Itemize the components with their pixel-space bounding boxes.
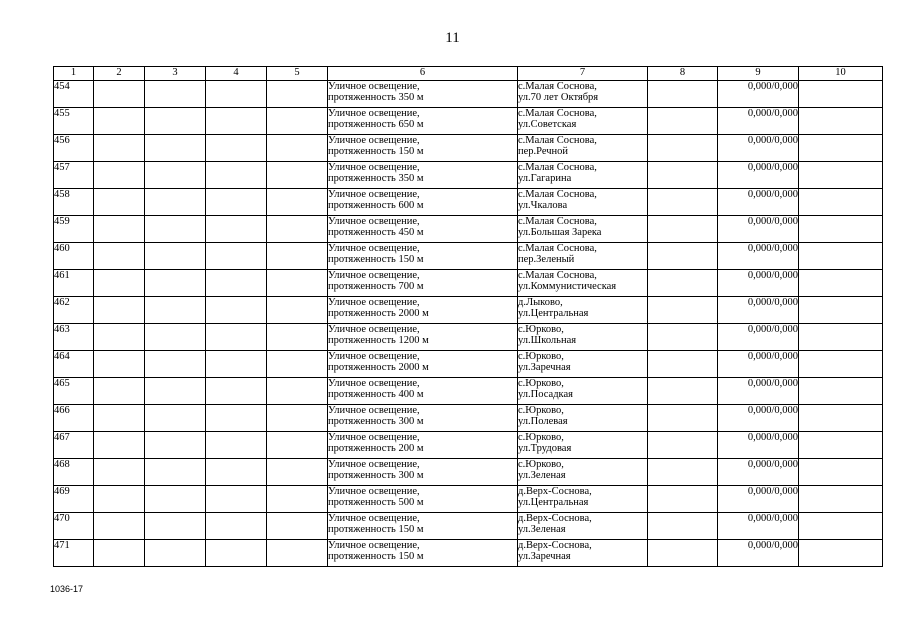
empty-cell xyxy=(145,513,206,540)
object-name-line: Уличное освещение, xyxy=(328,81,420,92)
empty-cell xyxy=(145,324,206,351)
table-row xyxy=(54,270,883,297)
empty-cell xyxy=(94,297,145,324)
object-name-line: протяженность 2000 м xyxy=(328,308,429,319)
value-cell: 0,000/0,000 xyxy=(718,324,799,351)
empty-cell xyxy=(94,405,145,432)
empty-cell xyxy=(799,324,883,351)
empty-cell xyxy=(648,459,718,486)
empty-cell xyxy=(94,324,145,351)
empty-cell xyxy=(94,81,145,108)
empty-cell xyxy=(206,108,267,135)
object-name-line: протяженность 150 м xyxy=(328,551,424,562)
empty-cell xyxy=(206,81,267,108)
table-row xyxy=(54,378,883,405)
address-line: д.Лыково, xyxy=(518,297,563,308)
object-name-line: Уличное освещение, xyxy=(328,513,420,524)
object-name-line: Уличное освещение, xyxy=(328,378,420,389)
object-name-cell xyxy=(328,378,518,405)
address-line: с.Юрково, xyxy=(518,324,564,335)
empty-cell xyxy=(799,135,883,162)
empty-cell xyxy=(799,216,883,243)
row-number: 460 xyxy=(54,243,94,270)
object-name-line: Уличное освещение, xyxy=(328,324,420,335)
empty-cell xyxy=(648,540,718,567)
object-name-line: протяженность 350 м xyxy=(328,92,424,103)
object-name-line: протяженность 200 м xyxy=(328,443,424,454)
empty-cell xyxy=(145,189,206,216)
address-cell xyxy=(518,324,648,351)
empty-cell xyxy=(206,270,267,297)
column-header: 9 xyxy=(718,67,799,81)
object-name-line: протяженность 500 м xyxy=(328,497,424,508)
object-name-line: Уличное освещение, xyxy=(328,108,420,119)
empty-cell xyxy=(799,189,883,216)
empty-cell xyxy=(648,324,718,351)
empty-cell xyxy=(799,351,883,378)
empty-cell xyxy=(267,432,328,459)
empty-cell xyxy=(267,459,328,486)
row-number: 461 xyxy=(54,270,94,297)
object-name-line: Уличное освещение, xyxy=(328,486,420,497)
empty-cell xyxy=(145,297,206,324)
empty-cell xyxy=(648,189,718,216)
empty-cell xyxy=(267,486,328,513)
empty-cell xyxy=(267,297,328,324)
empty-cell xyxy=(206,324,267,351)
row-number: 456 xyxy=(54,135,94,162)
table-row xyxy=(54,486,883,513)
empty-cell xyxy=(145,135,206,162)
empty-cell xyxy=(267,162,328,189)
address-cell xyxy=(518,189,648,216)
address-cell xyxy=(518,486,648,513)
column-header: 3 xyxy=(145,67,206,81)
empty-cell xyxy=(206,378,267,405)
empty-cell xyxy=(94,216,145,243)
value-cell: 0,000/0,000 xyxy=(718,108,799,135)
row-number: 466 xyxy=(54,405,94,432)
empty-cell xyxy=(206,162,267,189)
empty-cell xyxy=(799,270,883,297)
row-number: 471 xyxy=(54,540,94,567)
row-number: 464 xyxy=(54,351,94,378)
empty-cell xyxy=(799,486,883,513)
object-name-cell xyxy=(328,162,518,189)
empty-cell xyxy=(267,324,328,351)
table-row xyxy=(54,297,883,324)
object-name-cell xyxy=(328,108,518,135)
empty-cell xyxy=(94,270,145,297)
empty-cell xyxy=(648,297,718,324)
empty-cell xyxy=(267,135,328,162)
table-row xyxy=(54,135,883,162)
table-row xyxy=(54,540,883,567)
object-name-line: Уличное освещение, xyxy=(328,243,420,254)
value-cell: 0,000/0,000 xyxy=(718,378,799,405)
empty-cell xyxy=(145,486,206,513)
empty-cell xyxy=(145,351,206,378)
object-name-line: протяженность 1200 м xyxy=(328,335,429,346)
address-line: с.Малая Соснова, xyxy=(518,81,597,92)
empty-cell xyxy=(799,108,883,135)
object-name-cell xyxy=(328,324,518,351)
object-name-cell xyxy=(328,216,518,243)
table-row xyxy=(54,162,883,189)
object-name-line: Уличное освещение, xyxy=(328,162,420,173)
row-number: 463 xyxy=(54,324,94,351)
empty-cell xyxy=(94,432,145,459)
object-name-cell xyxy=(328,270,518,297)
value-cell: 0,000/0,000 xyxy=(718,486,799,513)
address-line: пер.Зеленый xyxy=(518,254,575,265)
table-row xyxy=(54,324,883,351)
empty-cell xyxy=(145,432,206,459)
page-number: 11 xyxy=(445,30,460,46)
empty-cell xyxy=(145,459,206,486)
empty-cell xyxy=(145,378,206,405)
object-name-cell xyxy=(328,513,518,540)
empty-cell xyxy=(145,540,206,567)
address-cell xyxy=(518,432,648,459)
row-number: 462 xyxy=(54,297,94,324)
address-line: ул.Центральная xyxy=(518,497,589,508)
object-name-cell xyxy=(328,81,518,108)
column-header: 1 xyxy=(54,67,94,81)
address-line: с.Малая Соснова, xyxy=(518,189,597,200)
object-name-line: протяженность 2000 м xyxy=(328,362,429,373)
empty-cell xyxy=(799,81,883,108)
address-line: ул.Трудовая xyxy=(518,443,572,454)
empty-cell xyxy=(267,216,328,243)
address-line: д.Верх-Соснова, xyxy=(518,513,592,524)
address-line: с.Юрково, xyxy=(518,405,564,416)
empty-cell xyxy=(267,405,328,432)
empty-cell xyxy=(799,297,883,324)
column-header: 4 xyxy=(206,67,267,81)
object-name-cell xyxy=(328,540,518,567)
object-name-cell xyxy=(328,405,518,432)
empty-cell xyxy=(799,459,883,486)
object-name-cell xyxy=(328,297,518,324)
empty-cell xyxy=(145,162,206,189)
object-name-line: Уличное освещение, xyxy=(328,405,420,416)
empty-cell xyxy=(206,216,267,243)
object-name-line: Уличное освещение, xyxy=(328,189,420,200)
object-name-cell xyxy=(328,486,518,513)
table-row xyxy=(54,189,883,216)
address-line: ул.Советская xyxy=(518,119,577,130)
empty-cell xyxy=(648,216,718,243)
object-name-line: протяженность 650 м xyxy=(328,119,424,130)
empty-cell xyxy=(145,270,206,297)
address-cell xyxy=(518,108,648,135)
empty-cell xyxy=(206,459,267,486)
value-cell: 0,000/0,000 xyxy=(718,432,799,459)
empty-cell xyxy=(648,135,718,162)
row-number: 470 xyxy=(54,513,94,540)
empty-cell xyxy=(145,405,206,432)
row-number: 465 xyxy=(54,378,94,405)
empty-cell xyxy=(648,351,718,378)
empty-cell xyxy=(267,540,328,567)
empty-cell xyxy=(94,513,145,540)
table-row xyxy=(54,459,883,486)
address-line: с.Малая Соснова, xyxy=(518,162,597,173)
address-line: д.Верх-Соснова, xyxy=(518,486,592,497)
table-row xyxy=(54,351,883,378)
address-line: с.Юрково, xyxy=(518,459,564,470)
empty-cell xyxy=(648,162,718,189)
empty-cell xyxy=(267,189,328,216)
object-name-line: Уличное освещение, xyxy=(328,135,420,146)
address-line: ул.Гагарина xyxy=(518,173,572,184)
object-name-cell xyxy=(328,351,518,378)
object-name-line: Уличное освещение, xyxy=(328,351,420,362)
table-row xyxy=(54,243,883,270)
address-cell xyxy=(518,162,648,189)
address-line: ул.Школьная xyxy=(518,335,577,346)
object-name-cell xyxy=(328,432,518,459)
address-cell xyxy=(518,243,648,270)
address-line: ул.Зеленая xyxy=(518,524,566,535)
object-name-line: протяженность 450 м xyxy=(328,227,424,238)
address-cell xyxy=(518,216,648,243)
object-name-line: протяженность 150 м xyxy=(328,524,424,535)
object-name-line: протяженность 150 м xyxy=(328,254,424,265)
object-name-line: протяженность 700 м xyxy=(328,281,424,292)
empty-cell xyxy=(94,243,145,270)
address-line: с.Юрково, xyxy=(518,432,564,443)
empty-cell xyxy=(145,108,206,135)
address-line: с.Юрково, xyxy=(518,351,564,362)
column-header: 6 xyxy=(328,67,518,81)
table-header-row xyxy=(54,67,883,81)
empty-cell xyxy=(648,243,718,270)
row-number: 459 xyxy=(54,216,94,243)
empty-cell xyxy=(799,513,883,540)
value-cell: 0,000/0,000 xyxy=(718,216,799,243)
empty-cell xyxy=(94,135,145,162)
registry-table xyxy=(53,66,883,567)
row-number: 454 xyxy=(54,81,94,108)
address-cell xyxy=(518,378,648,405)
address-cell xyxy=(518,270,648,297)
empty-cell xyxy=(94,378,145,405)
value-cell: 0,000/0,000 xyxy=(718,459,799,486)
empty-cell xyxy=(206,540,267,567)
value-cell: 0,000/0,000 xyxy=(718,540,799,567)
address-line: ул.Зеленая xyxy=(518,470,566,481)
object-name-line: протяженность 300 м xyxy=(328,470,424,481)
row-number: 455 xyxy=(54,108,94,135)
value-cell: 0,000/0,000 xyxy=(718,513,799,540)
address-line: ул.Центральная xyxy=(518,308,589,319)
empty-cell xyxy=(145,243,206,270)
value-cell: 0,000/0,000 xyxy=(718,81,799,108)
empty-cell xyxy=(94,189,145,216)
object-name-line: Уличное освещение, xyxy=(328,270,420,281)
empty-cell xyxy=(648,108,718,135)
value-cell: 0,000/0,000 xyxy=(718,297,799,324)
table-row xyxy=(54,405,883,432)
empty-cell xyxy=(267,81,328,108)
address-line: ул.Посадкая xyxy=(518,389,573,400)
empty-cell xyxy=(648,432,718,459)
column-header: 8 xyxy=(648,67,718,81)
empty-cell xyxy=(206,297,267,324)
value-cell: 0,000/0,000 xyxy=(718,189,799,216)
object-name-line: Уличное освещение, xyxy=(328,216,420,227)
empty-cell xyxy=(94,162,145,189)
empty-cell xyxy=(648,81,718,108)
empty-cell xyxy=(206,189,267,216)
address-line: д.Верх-Соснова, xyxy=(518,540,592,551)
address-cell xyxy=(518,297,648,324)
empty-cell xyxy=(648,486,718,513)
object-name-line: протяженность 600 м xyxy=(328,200,424,211)
value-cell: 0,000/0,000 xyxy=(718,270,799,297)
object-name-cell xyxy=(328,459,518,486)
column-header: 5 xyxy=(267,67,328,81)
object-name-cell xyxy=(328,243,518,270)
address-line: с.Малая Соснова, xyxy=(518,108,597,119)
empty-cell xyxy=(206,432,267,459)
empty-cell xyxy=(267,513,328,540)
empty-cell xyxy=(799,540,883,567)
address-line: с.Малая Соснова, xyxy=(518,243,597,254)
address-line: с.Малая Соснова, xyxy=(518,270,597,281)
empty-cell xyxy=(206,513,267,540)
table-row xyxy=(54,216,883,243)
address-line: ул.Чкалова xyxy=(518,200,568,211)
address-line: ул.Заречная xyxy=(518,362,571,373)
empty-cell xyxy=(206,351,267,378)
empty-cell xyxy=(94,459,145,486)
column-header: 10 xyxy=(799,67,883,81)
empty-cell xyxy=(648,513,718,540)
empty-cell xyxy=(94,486,145,513)
object-name-cell xyxy=(328,189,518,216)
empty-cell xyxy=(267,351,328,378)
object-name-line: протяженность 300 м xyxy=(328,416,424,427)
empty-cell xyxy=(799,432,883,459)
row-number: 469 xyxy=(54,486,94,513)
address-line: пер.Речной xyxy=(518,146,569,157)
value-cell: 0,000/0,000 xyxy=(718,405,799,432)
address-cell xyxy=(518,513,648,540)
object-name-line: Уличное освещение, xyxy=(328,540,420,551)
empty-cell xyxy=(648,378,718,405)
empty-cell xyxy=(799,243,883,270)
empty-cell xyxy=(206,243,267,270)
empty-cell xyxy=(799,162,883,189)
table-row xyxy=(54,432,883,459)
empty-cell xyxy=(94,540,145,567)
address-line: ул.Большая Зарека xyxy=(518,227,602,238)
empty-cell xyxy=(145,81,206,108)
empty-cell xyxy=(648,405,718,432)
address-line: с.Малая Соснова, xyxy=(518,135,597,146)
address-line: ул.Коммунистическая xyxy=(518,281,617,292)
address-line: с.Юрково, xyxy=(518,378,564,389)
empty-cell xyxy=(799,378,883,405)
value-cell: 0,000/0,000 xyxy=(718,162,799,189)
row-number: 467 xyxy=(54,432,94,459)
empty-cell xyxy=(267,243,328,270)
value-cell: 0,000/0,000 xyxy=(718,243,799,270)
column-header: 7 xyxy=(518,67,648,81)
empty-cell xyxy=(145,216,206,243)
value-cell: 0,000/0,000 xyxy=(718,351,799,378)
empty-cell xyxy=(206,135,267,162)
address-line: ул.70 лет Октября xyxy=(518,92,599,103)
table-row xyxy=(54,513,883,540)
address-cell xyxy=(518,81,648,108)
object-name-line: Уличное освещение, xyxy=(328,459,420,470)
address-line: ул.Заречная xyxy=(518,551,571,562)
object-name-line: протяженность 400 м xyxy=(328,389,424,400)
empty-cell xyxy=(799,405,883,432)
address-cell xyxy=(518,405,648,432)
address-cell xyxy=(518,540,648,567)
address-line: с.Малая Соснова, xyxy=(518,216,597,227)
empty-cell xyxy=(267,378,328,405)
empty-cell xyxy=(94,108,145,135)
object-name-line: протяженность 150 м xyxy=(328,146,424,157)
object-name-line: Уличное освещение, xyxy=(328,432,420,443)
row-number: 458 xyxy=(54,189,94,216)
column-header: 2 xyxy=(94,67,145,81)
object-name-line: протяженность 350 м xyxy=(328,173,424,184)
row-number: 457 xyxy=(54,162,94,189)
empty-cell xyxy=(648,270,718,297)
value-cell: 0,000/0,000 xyxy=(718,135,799,162)
empty-cell xyxy=(267,108,328,135)
address-cell xyxy=(518,459,648,486)
table-row xyxy=(54,108,883,135)
address-cell xyxy=(518,135,648,162)
document-code: 1036-17 xyxy=(50,584,84,594)
table-row xyxy=(54,81,883,108)
row-number: 468 xyxy=(54,459,94,486)
object-name-cell xyxy=(328,135,518,162)
address-cell xyxy=(518,351,648,378)
address-line: ул.Полевая xyxy=(518,416,568,427)
empty-cell xyxy=(267,270,328,297)
empty-cell xyxy=(94,351,145,378)
empty-cell xyxy=(206,486,267,513)
empty-cell xyxy=(206,405,267,432)
object-name-line: Уличное освещение, xyxy=(328,297,420,308)
